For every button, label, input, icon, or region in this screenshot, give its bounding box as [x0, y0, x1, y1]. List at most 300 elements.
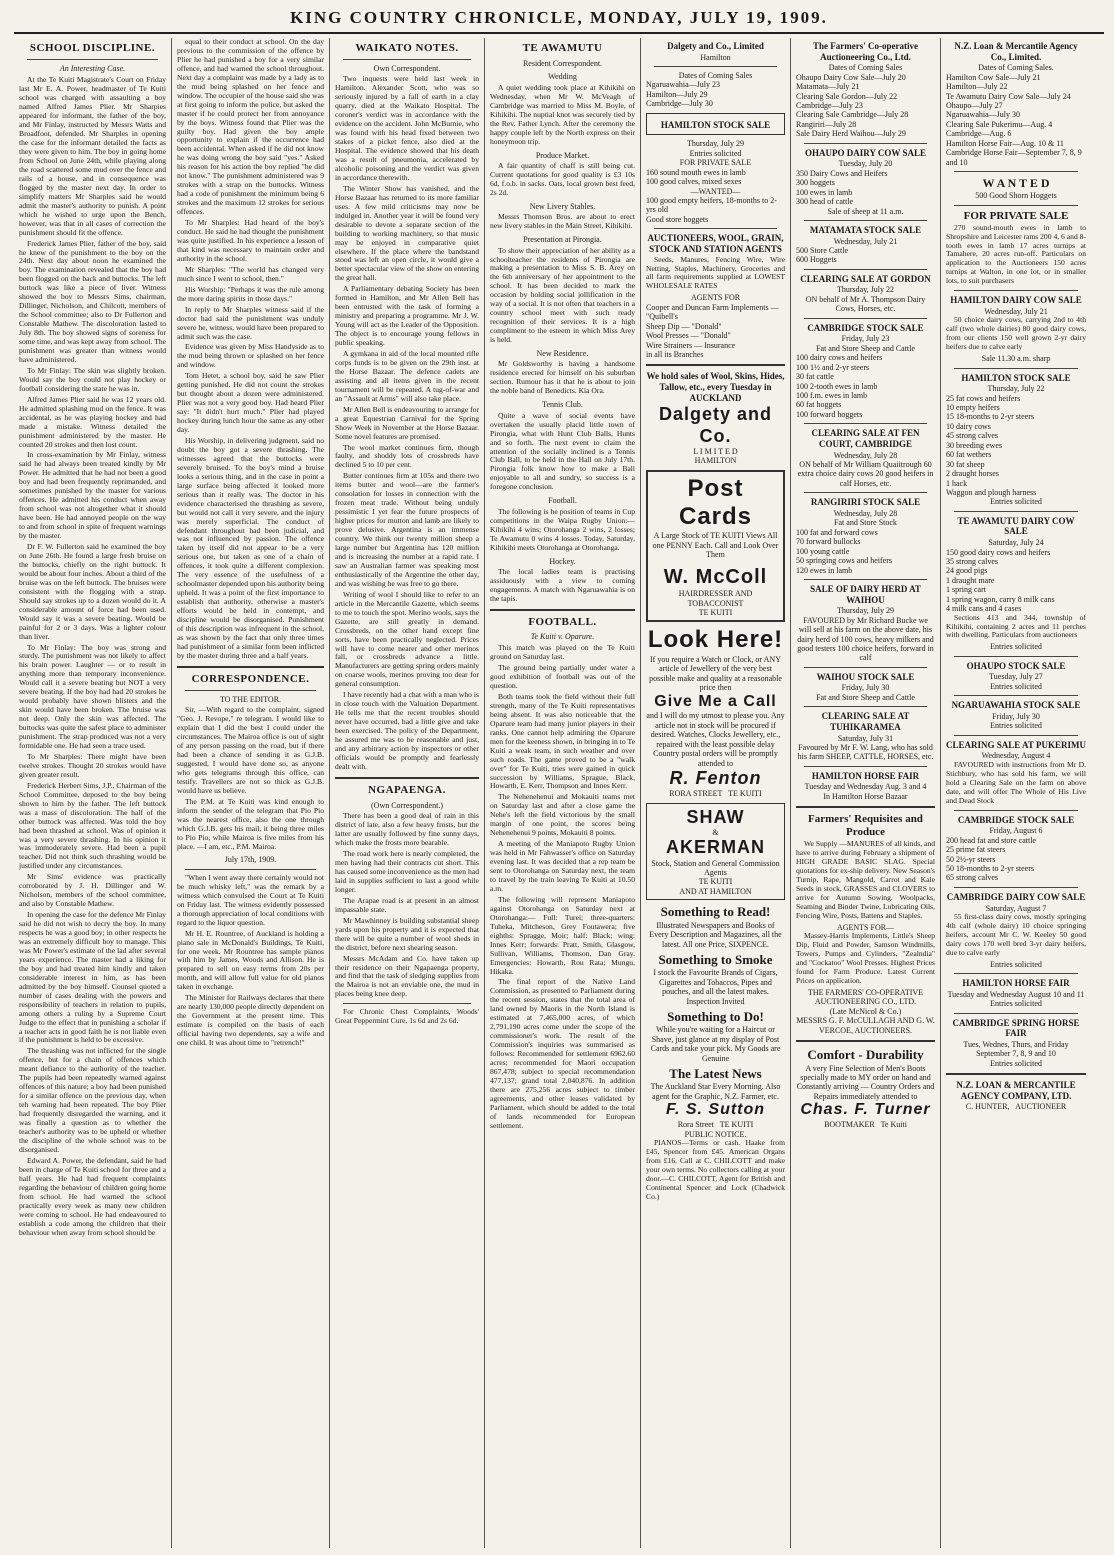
ad-text: Stock, Station and General Commission Agents: [651, 858, 780, 878]
divider: [954, 810, 1078, 811]
list-item: 25 prime fat steers: [946, 845, 1006, 855]
private-items: [646, 168, 785, 187]
divider: [804, 579, 927, 580]
ad-subtitle: Dates of Coming Sales: [678, 71, 753, 81]
sale-items: [946, 836, 1086, 883]
sale-box: [646, 113, 785, 136]
paragraph: The thrashing was not inflicted for the single offence, but for a chain of offences which meant defiance to the authority of the teacher. The pupils had been repeatedly warned against offences of this nature; a boy had been punished for a similar offence on the previous day, when teh warning had been repeated. The boy Plier had frequently disregarded the warning, and it was finally a question as to whether the teacher's authority was to be upheld or whether the discipline of the whole school was to be disorganised.: [19, 1046, 166, 1154]
paragraph: Dr F. W. Fullerton said he examined the boy on June 26th. He found a large fresh bruise on the buttocks, chiefly on the right buttock. It would be about four inches. About a third of the bruise was on the left buttock. The bruises were consistent with the flogging with a strap. Should say strokes up to a dozen would do it. A considerable amount of force had been used. Would say it was a severe beating. Would be painful for 2 or 3 days. Was a lighter colour than liver.: [19, 542, 166, 641]
paragraph: Frederick James Plier, father of the boy, said he knew of the punishment to the boy on the 24th. Next day about noon he examined the boy. The examination revealed that the boy had been flogged on the back and buttocks. The left buttock was like a piece of liver. Witness showed the boy to Messrs Sims, chairman, Dillinger, Nicholson, and Chilcott, members of the School committee; also to Dr Fullerton and Constable Mathew. The discoloration lasted to July 8th. The boy showed signs of soreness for some time, and was kept away from school. The punishment was greater than witness would have administered.: [19, 238, 166, 364]
paragraph: The Minister for Railways declares that there are nearly 130,000 people directly dependent on the Government at the present time. This estimate is compiled on the basis of each official having two dependents, say a wife and one child. It was about time to "retrench!": [177, 993, 324, 1048]
sale-items: [946, 394, 1086, 498]
entries-note: Entries solicited: [990, 1058, 1042, 1068]
sale-date: Thursday, July 22: [836, 285, 895, 295]
ad-title: Something to Smoke: [658, 951, 773, 967]
paragraph: For Chronic Chest Complaints, Woods' Great Peppermint Cure, 1s 6d and 2s 6d.: [335, 1007, 479, 1026]
paragraph: To Mr Sharples: There might have been twelve strokes. Thought 20 strokes would have given greater result.: [19, 751, 166, 779]
ad-title: Farmers' Requisites and Produce: [808, 813, 923, 839]
list-item: 150 good dairy cows and heifers: [946, 547, 1051, 557]
list-item: 4 milk cans and 4 cases: [946, 604, 1022, 614]
ad-place: AND AT HAMILTON: [679, 886, 752, 896]
paragraph: Mr Sims' evidence was practically corroborated by J. H. Dillinger and W. Nicholson, members of the school committee, and also by Constable Mathew.: [19, 872, 166, 909]
divider: [954, 695, 1078, 696]
sale-date: Thursday, July 29: [686, 139, 745, 149]
agents-heading: AGENTS FOR: [690, 293, 741, 303]
ad-name: SHAW: [686, 806, 745, 827]
wanted-text: 500 Good Shorn Hoggets: [975, 191, 1057, 201]
paragraph: There has been a good deal of rain in this district of late, also a few heavy frosts, but the latter are usually followed by fine sunny days, which make the frosts more bearable.: [335, 811, 479, 848]
column-1: [14, 38, 172, 1548]
sale-items: [796, 353, 935, 419]
sale-title: NGARUAWAHIA STOCK SALE: [951, 700, 1081, 711]
section-heading: Football.: [548, 496, 577, 506]
divider: [804, 766, 927, 767]
divider: [954, 511, 1078, 512]
ad-text: If you require a Watch or Clock, or ANY article of Jewellery of the very best possible make and quality at a reasonable price then: [649, 654, 782, 693]
list-item: 100 young cattle: [796, 546, 850, 556]
divider: [804, 667, 927, 668]
paragraph: Mr Goldsworthy is having a handsome residence erected for himself on his suburban section. Rumour has it that he is about to join the noble band of Benedicts. Kia Ora.: [490, 359, 635, 396]
article-title: WAIKATO NOTES.: [355, 42, 459, 54]
sale-title: CLEARING SALE AT FEN COURT, CAMBRIDGE: [811, 428, 920, 449]
divider: [804, 220, 927, 221]
article-subtitle: Resident Correspondent.: [522, 58, 603, 68]
entries-note: Entries solicited: [990, 642, 1042, 652]
sale-dates: [796, 73, 935, 139]
postcards-ad: [646, 470, 785, 623]
correspondence-title: CORRESPONDENCE.: [191, 672, 310, 685]
list-item: 200 head fat and store cattle: [946, 835, 1036, 845]
list-item: 350 Dairy Cows and Heifers: [796, 168, 888, 178]
paragraph: We Supply —MANURES of all kinds, and have to arrive during February a shipment of HIGH GRADE BASIC SLAG. Special quotations for ex-ship delivery. New Season's Turnip, Rape, Mangold, Carrot and Kale Seeds in stock, GRASSES and CLOVERS to arrive for Autumn Sowing. Woolpacks, Seaming and Binder Twine, Lubricating Oils, Fencing Wire, Posts, Battens and Staples.: [796, 839, 935, 920]
list-item: 30 fat cattle: [796, 372, 834, 382]
paragraph: The following will represent Maniapoto against Otorohanga on Saturday next at Otorohanga:— Full: Turei; three-quarters: Tuheka, Mitcheson, Grey Foutawera; five eighths: Spragge, Moir; half: Black; wing: Innes Kerr; forwards: Pratt, Smith, Glasgow, Sullivan, Williams, Thomson, Dan Gray. Emergencies: Howarth, Rou Rata; Mungu, Hikaka.: [490, 894, 635, 976]
divider: [177, 666, 324, 668]
list-item: 100 2-tooth ewes in lamb: [796, 381, 878, 391]
list-item: Ohaupo—July 27: [946, 100, 1003, 110]
list-item: 300 hoggets: [796, 178, 835, 188]
ad-address: [646, 789, 785, 798]
ad-address: [646, 1120, 785, 1129]
list-item: Cambridge—July 23: [796, 100, 863, 110]
paragraph: The Nehenehenui and Mokauiti teams met on Saturday last and after a close game the Nehe's left the field victorious by the small margin of one point, the scores being Nehenehenui 9 points, Mokauiti 8 points.: [490, 792, 635, 838]
paragraph: The following is he position of teams in Cup competitions in the Waipa Rugby Union:—Kihikihi 4 wins; Otorohanga 2 wins, 2 losses; Te Awamutu 0 wins 4 losses. Today, Saturday, Kihikihi meets Otorohanga at Otorohanga.: [490, 506, 635, 552]
ad-title: N.Z. Loan & Mercantile Agency Co., Limited.: [954, 41, 1078, 62]
paragraph: Messrs Thomson Bros. are about to erect new livery stables in the Main Street, Kihikihi.: [490, 212, 635, 231]
company-auctioneers: MESSRS G. F. McCULLAGH AND G. W. VERCOE, AUCTIONEERS.: [796, 1016, 935, 1035]
company-name: N.Z. LOAN & MERCANTILE AGENCY COMPANY, LTD.: [956, 1080, 1076, 1101]
sale-items: [796, 246, 935, 265]
column-6: [791, 38, 941, 1548]
paragraph: Seeds, Manures, Fencing Wire, Wire Netting, Staples, Machinery, Groceries and all farm requirements supplied at LOWEST WHOLESALE RATES: [646, 254, 785, 291]
ad-subtitle: Dates of Coming Sales.: [978, 63, 1054, 73]
paragraph: At the Te Kuiti Magistrate's Court on Friday last Mr E. A. Power, headmaster of Te Kuiti school was charged with assaulting a boy named Alfred James Plier. Mr Sharpies appeared for informant, the father of the boy, and Mr Finlay, instructed by Messrs Watts and Broadfoot, defended. Mr Sharples in opening the case for the informant detailed the facts as they were given to him. The boy in going home from School on June 24th, while playing along the road scattered some mud over the fence and rails of a house, and in consequence was flogged by the master next day. In order to simplify matters Mr Sharples said he would admit the master's authority to punish. A point which he wished to urge upon the Bench, however, was that in all cases of correction the punishment should fit the offence.: [19, 75, 166, 237]
list-item: 1 hack: [946, 478, 968, 488]
paragraph: Butter continues firm at 105s and there two items butter and wool—are the farmer's consolation for losses in connection with the frozen meat trade. Without being unduly pessimistic I yet fear the future prospects of higher prices for mutton and lamb are likely to prove delusive. Argentina is an immense country. We think our twenty million sheep a large number but Argentina has 120 million and is increasing the number at a rapid rate. I saw an Australian farmer was speaking most enthusiastically of the Argentine the other day, and was wishing he was free to go there.: [335, 471, 479, 588]
ad-text: I stock the Favourite Brands of Cigars, Cigarettes and Tobaccos, Pipes and pouches, and all the latest makes. Inspection Invited: [653, 968, 778, 1006]
sale-title: HAMILTON HORSE FAIR: [962, 978, 1070, 989]
masthead: KING COUNTRY CHRONICLE, MONDAY, JULY 19, 1909.: [14, 6, 1104, 34]
article-subtitle: Own Correspondent.: [373, 63, 441, 73]
paragraph: To Mr Finlay: The boy was strong and sturdy. The punishment was not likely to affect his brain power. Laughter — or to result in anything more than temporary inconvenience. Would call it a severe beating but NOT a very severe beating. If the boy had had 20 strokes he would probably have shown blisters and the skin would have been broken. The bruise was not deep. Only the skin was affected. The buttocks was quite the safest place to administer punishment. The strap produced was not a very formidable one. He had seen a trace used.: [19, 642, 166, 750]
ad-trade: HAIRDRESSER AND TOBACCONIST: [678, 589, 753, 608]
list-item: Clearing Sale Pukerimu—Aug. 4: [946, 119, 1053, 129]
list-item: Waggon and plough harness: [946, 487, 1037, 497]
list-item: 100 good empty heifers, 18-months to 2-yrs old: [646, 196, 777, 215]
sale-note: Sale of sheep at 11 a.m.: [827, 206, 904, 216]
sale-title: CLEARING SALE AT GORDON: [800, 273, 931, 284]
paragraph: PIANOS—Terms or cash. Haake from £45, Spencer from £45. American Organs from £16. Call at C. CHILCOTT and make your own terms. No collectors calling at your door.—C. CHILCOTT, Agent for British and Continental Spencer and Lock (Chadwick Co.): [646, 1138, 785, 1201]
paragraph: His Worship: "Perhaps it was the rule among the more daring spirits in those days.": [177, 284, 324, 303]
entries-note: Entries solicited: [990, 999, 1042, 1009]
divider: [185, 869, 316, 870]
sale-title: HAMILTON HORSE FAIR: [811, 770, 920, 781]
ad-text: A very Fine Selection of Men's Boots specially made to MY order on hand and Constantly arriving — Country Orders and Repairs immediately attended to: [796, 1063, 935, 1101]
column-4: [485, 38, 641, 1548]
ad-place: Hamilton: [700, 52, 731, 62]
list-item: Clearing Sale Gordon—July 22: [796, 91, 898, 101]
ad-name: Chas. F. Turner: [800, 1101, 931, 1119]
ad-title: Comfort - Durability: [807, 1047, 924, 1063]
entries-note: Entries solicited: [689, 148, 742, 158]
list-item: Hamilton Cow Sale—July 21: [946, 72, 1041, 82]
auctioneer-line: [946, 1102, 1086, 1111]
ad-title: Post Cards: [678, 474, 753, 530]
paragraph: A quiet wedding took place at Kihikihi on Wednesday, when Mr W. McVeagh of Cambridge was married to Miss M. Boyle, of Kihikihi. The nuptial knot was securely tied by the Rev. Father Lynch. After the ceremony the happy couple left by the North express on their honeymoon trip.: [490, 82, 635, 146]
ad-amp: &: [712, 827, 719, 837]
paragraph: The Winter Show has vanished, and the Horse Bazaar has returned to its more familiar uses. A few mild criticisms may now be indulged in. Another year it will be found very desirable to devote a separate section of the building to working machinery, so that music may be enjoyed in comparative quiet elsewhere. If the place where the bandstand stood was left an open circle, it would give a better spectacular view of the show on entering the great hall.: [335, 183, 479, 283]
list-item: Ngaruawahia—July 23: [646, 80, 720, 90]
list-item: 25 fat cows and heifers: [946, 393, 1021, 403]
paragraph: Alfred James Plier said he was 12 years old. He admitted splashing mud on the fence. It was accidental, as he was playing hockey and had made a mistake. Witness detailed the punishment administered by the master. He counted 20 strokes and then lost count.: [19, 394, 166, 449]
article-subtitle: (Own Correspondent.): [371, 800, 443, 810]
list-item: 500 Store Cattle: [796, 246, 848, 255]
sale-title: CAMBRIDGE STOCK SALE: [807, 322, 924, 333]
list-item: Hamilton Horse Fair—Aug. 10 & 11: [946, 138, 1064, 148]
ad-place: TE KUITI: [698, 877, 733, 887]
list-item: Sale Dairy Herd Waihou—July 29: [796, 129, 906, 139]
list-item: 60 fat hoggets: [796, 400, 842, 410]
paragraph: Edward A. Power, the defendant, said he had been in charge of Te Kuiti school for three and a half years. He had had frequent complaints regarding the behaviour of children going home from school. He had warned the school practically every week as many new children were coming to school. He had endeavoured to establish a code among the children that their behaviour when away from school should be: [19, 1155, 166, 1237]
sale-date: Saturday, July 31: [837, 733, 894, 743]
sale-date: Saturday, July 24: [988, 538, 1044, 548]
paragraph: Mr Mawhinney is building substantial sheep yards upon his property and it is expected that there will be quite a number of wool sheds in the district, before next shearing season.: [335, 915, 479, 952]
divider: [646, 364, 785, 366]
sale-date: Wednesday, July 21: [984, 306, 1048, 316]
ad-title: Give Me a Call: [654, 692, 777, 710]
ad-title: The Farmers' Co-operative Auctioneering Co., Ltd.: [813, 41, 918, 62]
private-sale-title: FOR PRIVATE SALE: [963, 209, 1069, 222]
article-title: NGAPAENGA.: [368, 783, 446, 796]
list-item: 24 good pigs: [946, 566, 988, 576]
ad-town: TE KUITI: [719, 1120, 754, 1130]
paragraph: I have recently had a chat with a man who is in close touch with the Valuation Department. He tells me that the recent troubles should never have occurred, had a little give and take been exercised. The policy of the Department, he assured me was to be reasonable and just, and any arbitrary action by inspectors or other officials would be promptly and fearlessly dealt with.: [335, 690, 479, 771]
sale-title: OHAUPO STOCK SALE: [966, 660, 1066, 671]
paragraph: Mr H. E. Rountree, of Auckland is holding a piano sale in McDonald's Buildings, Te Kuiti, for one week. Mr Rountree has sample pianos with him by James, Woods and Allison. He is prepared to sell on easy terms from 20s per month, and will allow full value for old pianos taken in exchange.: [177, 928, 324, 992]
paragraph: A gymkana in aid of the local mounted rifle corps funds is to be given on the 29th inst. at the Horse Bazaar. The defence cadets are assisting and all items given in the recent tournament will be repeated. A tug-of-war and an "Assault at Arms" will also take place.: [335, 349, 479, 403]
article-subtitle: Te Kuiti v. Oparure.: [530, 631, 595, 641]
list-item: 30 fat sheep: [946, 459, 985, 469]
paragraph: The ground being partially under water a good exhibition of football was out of the question.: [490, 663, 635, 690]
sale-date: Wednesday, August 4: [981, 751, 1051, 761]
sale-subtitle: Fat and Store Sheep and Cattle: [816, 343, 915, 353]
divider: [954, 656, 1078, 657]
paragraph: The final report of the Native Land Commission, as presented to Parliament during the recent session, states that the total area of land owned by Maoris in the North Island is estimated at 7,465,000 acres, of which 2,791,190 acres come under the scope of the commissioner's work. The result of the Commission's inquiries was summarised as follows: Recommended for settlement 6962.60 acres; recommended for Maori occupation 867,478; subject to special recommendation 477,137; grand total 2,040,876. In addition there are 275,256 acres subject to timber agreements, and other leases validated by Parliament, which should be added to the total of lands recommended for European settlement.: [490, 977, 635, 1130]
ad-text: A Large Stock of TE KUITI Views All one PENNY Each. Call and Look Over Them: [652, 531, 779, 560]
column-2: [172, 38, 330, 1548]
wanted-items: [646, 196, 785, 224]
divider: [796, 806, 935, 808]
list-item: 300 head of cattle: [796, 197, 854, 207]
paragraph: Tom Hetet, a school boy, said he saw Plier getting punished. He did not count the strokes but thought about a dozen were administered. Plier was not a very good boy. Had heard Plier say: "It didn't hurt much." Plier had played hockey during lunch hour the same as any other day.: [177, 371, 324, 435]
sale-text: FAVOURED by Mr Richard Bucke we will sell at his farm on the above date, his dairy herd of 100 cows, heavy milkers and good testers 100 choice heifers, forward in calf: [797, 615, 934, 663]
sale-subtitle: Fat and Store Sheep and Cattle: [816, 692, 915, 702]
paragraph: Quite a wave of social events have overtaken the usually placid little town of Pirongia, what with Hunt Club Balls, Hunts and so forth. The next event to claim the attention of the socially inclined is a Tennis Club Ball, to be held in the Hall on July 17th. Pirongia folk know how to make a Ball enjoyable to all and sundry, so success is a foregone conclusion.: [490, 410, 635, 492]
paragraph: Mr Sharples: "The world has changed very much since I went to school, then.": [177, 264, 324, 283]
divider: [335, 777, 479, 779]
paragraph: FAVOURED with instructions from Mr D. Stichbury, who has sold his farm, we will hold a Clearing Sale on the farm on above date, and will offer The Whole of His Live and Dead Stock: [946, 759, 1086, 805]
list-item: Cambridge—July 30: [646, 99, 713, 109]
paragraph: 50 choice dairy cows, carrying 2nd to 4th calf (two whole dairies) 80 good dairy cows, from our clients 150 well grown 2-yr dairy heifers due to calve early: [946, 315, 1086, 352]
paragraph: A fair quantity of chaff is still being cut. Current quotations for good quality is £3 10s 6d, f.o.b. in sacks. Oats, local grown best feed, 2s 2d.: [490, 160, 635, 197]
auctioneers: AUCTIONEERS, WOOL, GRAIN, STOCK AND STATION AGENTS: [647, 233, 784, 254]
sale-title: HAMILTON DAIRY COW SALE: [950, 295, 1082, 306]
ad-trade: BOOTMAKER: [824, 1120, 875, 1130]
divider: [804, 269, 927, 270]
article-title: FOOTBALL.: [528, 615, 597, 628]
sale-text: Favoured by Mr F. W. Lang, who has sold his farm SHEEP, CATTLE, HORSES, etc.: [797, 742, 934, 762]
divider: [954, 205, 1078, 206]
correspondence-subtitle: TO THE EDITOR.: [219, 694, 282, 704]
divider: [954, 290, 1078, 291]
paragraph: "When I went away there certainly would not be much whisky left," was the remark by a witness which convulsed the Court at Te Kuiti on Friday last. The witness evidently possessed a thorough appreciation of local conditions with regard to the liquor question.: [177, 872, 324, 927]
paragraph: In cross-examination by Mr Finlay, witness said he had always been treated kindly by Mr Power. He admitted that he had not been a good boy and had been frequently reprimanded, and sometimes punished by the master for various offences. He admitted his conduct when away from school was not altogether what it should have been. He had annoyed people on the way to and from school in spite of frequent warnings by the master.: [19, 450, 166, 541]
list-item: 45 strong calves: [946, 431, 998, 441]
paragraph: 270 sound-mouth ewes in lamb to Shropshire and Leicester rams 200 4, 6 and 8-tooth ewes in lamb 17 acres turnips at Tamahere, 20 acres run-off. Particulars on application to the Auctioneers 150 acres turnips at Walton, in one lot, or in smaller lots, to suit purchasers: [946, 222, 1086, 286]
divider: [654, 228, 777, 229]
list-item: 100 good calves, mixed sexes: [646, 177, 742, 187]
ad-text: and I will do my utmost to please you. Any article not in stock will be procured if desired. Watches, Clocks Jewellery, etc., repaired with the least possible delay Country postal orders will be promptly attended to: [646, 711, 785, 768]
section-heading: Wedding: [548, 72, 577, 82]
sale-title: CAMBRIDGE DAIRY COW SALE: [946, 891, 1086, 902]
ad-title: Something to Do!: [667, 1009, 764, 1025]
list-item: Clearing Sale Cambridge—July 28: [796, 110, 909, 120]
paragraph: Both teams took the field without their full strength, many of the Te Kuiti representatives being absent. It was also noticeable that the Oparure team had many junior players in their ranks. One cannot help admiring the Oparure men for the keeness shown, in bringing in to Te Kuiti a weak team, in such weather and over such roads. The game proved to be a "walk over" for Te Kuiti, tries were gained in quick succession by Williams, Sprague, Black, Howarth, E. Kerr, Thompson and Innes Kerr.: [490, 691, 635, 791]
ad-place: TE KUITI: [698, 608, 733, 618]
sale-date: Thursday, July 22: [987, 384, 1045, 394]
paragraph: Frederick Herbert Sims, J.P., Chairman of the School Committee, deposed to the boy being shown to him by the father. The left buttock was a mass of discoloration. The half of the other buttock was affected. Was told the boy had been thrashed at school. Was of opinion it was a very severe thrashing. In his opinion it was immoderately severe. Had been a pupil teacher. Did not think such thrashing would be justified under any circumstances.: [19, 780, 166, 871]
company-limited: L I M I T E D: [693, 446, 738, 456]
ad-text: While you're waiting for a Haircut or Shave, just glance at my display of Post Cards and take your pick. My Goods are Genuine: [650, 1025, 781, 1063]
company-name: Dalgety and Co.: [658, 404, 773, 446]
section-heading: Produce Market.: [535, 150, 590, 160]
sale-title: CLEARING SALE AT PUKERIMU: [946, 739, 1086, 750]
ad-text: The Auckland Star Every Morning. Also agent for the Graphic, N.Z. Farmer, etc.: [650, 1082, 781, 1101]
columns: [14, 38, 1104, 1548]
list-item: Matamata—July 21: [796, 82, 860, 92]
paragraph: The P.M. at Te Kuiti was kind enough to inform the sender of the telegram that Pio Pio was the nearest office, also the one through which G.J.B. gets his mail, it being three miles to Pio Pio, while Mairoa is five miles from his place. —I am, etc., P.M. Mairoa.: [177, 796, 324, 851]
shaw-akerman-ad: [646, 803, 785, 901]
list-item: Ohaupo Dairy Cow Sale—July 20: [796, 72, 906, 82]
list-item: 100 ewes in lamb: [796, 187, 853, 197]
sale-date: Tuesday and Wednesday Aug. 3 and 4: [804, 782, 927, 792]
section-heading: New Residence.: [536, 349, 589, 359]
article-title: SCHOOL DISCIPLINE.: [29, 42, 156, 54]
paragraph: Messrs McAdam and Co. have taken up their residence on their Ngapaenga property, and find that the task of sledging supplies from the Mairoa is not an enviable one, the mud in places being knee deep.: [335, 953, 479, 999]
divider: [804, 706, 927, 707]
divider: [954, 973, 1078, 974]
sale-date: Saturday, August 7: [985, 903, 1047, 913]
paragraph: In reply to Mr Sharples witness said if the doctor had said the punishment was unduly severe he, witness, would have been prepared to admit such was the case.: [177, 304, 324, 341]
paragraph: The Arapae road is at present in an almost impassable state.: [335, 895, 479, 914]
ad-title: Something to Read!: [660, 904, 771, 920]
paragraph: Sir, —With regard to the complaint, signed "Geo. J. Revope," re telegram. I would like to explain that I did the best I could under the circumstances. The Mairoa office is out of sight of any person passing on the road, but if there had been a chance of sending it as G.J.B. suggested, I would have done so, as anyone who gets telegrams through this office, can testify. Travellers are not so thick as G.J.B. would have us believe.: [177, 705, 324, 795]
divider: [954, 171, 1078, 172]
paragraph: Evidence was given by Miss Handyside as to the mud being thrown or splashed on her fence and window.: [177, 342, 324, 370]
sale-title: RANGIRIRI STOCK SALE: [810, 497, 921, 508]
divider: [490, 609, 635, 611]
divider: [946, 1073, 1086, 1075]
article-title: TE AWAMUTU: [522, 42, 603, 54]
list-item: Cooper and Duncan Farm Implements — "Quibell's: [646, 302, 779, 322]
paragraph: equal to their conduct at school. On the day previous to the commission of the offence by Plier he had punished a boy for a very similar offence, and had warned the school throughout. Next day a complaint was made by a lady as to the mud being splashed on her fence and window. The occupier of the house said she was at first going to inform the police, but asked the master if he could protect her from annoyance by the boys. Witness found that Plier was the guilty boy. Had given the boy ample opportunity to explain if the occurrence had been accidental. When asked if he did not know he was doing wrong the boy said "yes." Asked his reason for his action the boy replied "he did not know." The punishment administered was 9 strokes with a strap on the buttocks. Witness had a code of punishment the minimum being 6 strokes and the maximum 12 strokes for serious offences.: [177, 38, 324, 217]
list-item: 35 strong calves: [946, 556, 998, 566]
ad-name: F. S. Sutton: [665, 1101, 766, 1119]
paragraph: Sections 413 and 344, township of Kihikihi, containing 2 acres and 11 perches with dwelling. Particulars from auctioneers: [946, 612, 1086, 640]
sale-date: Tuesday, July 27: [989, 672, 1043, 682]
list-item: 120 ewes in lamb: [796, 565, 853, 575]
sale-title: CLEARING SALE AT TUHIKARAMEA: [821, 711, 910, 732]
ad-town: Te Kuiti: [880, 1120, 907, 1130]
sale-title: HAMILTON STOCK SALE: [660, 119, 771, 130]
paragraph: To show their appreciation of her ability as a schoolteacher the residents of Pirongia are making a presentation to Miss S. B. Arey on the 6th anniversary of her appointment to the school. It has been decided to mark the occasion by holding social jollification in the way of a social. It is not often that teachers in a country school meet with such ready recognition of their services. It is a high compliment to the esteem in which Miss Arey is held.: [490, 245, 635, 345]
sale-items: [946, 548, 1086, 614]
public-notice: PUBLIC NOTICE.: [684, 1129, 747, 1139]
sale-subtitle: Fat and Store Stock: [834, 518, 897, 528]
sale-items: [796, 169, 935, 207]
list-item: 70 forward bullocks: [796, 537, 861, 547]
divider: [343, 59, 471, 60]
paragraph: Writing of wool I should like to refer to an article in the Mercantile Gazette, which seems to me to touch the spot. Merino wools, says the Gazette, are still greatly in demand. Crossbreds, on the other hand except fine sorts, have been practically neglected. Prices will have to come nearer and other merinos fall, or crossbreds advance a little. Manufacturers are getting spring orders mainly on coarse wools, merinos proving too dear for general consumption.: [335, 589, 479, 689]
list-item: 15 18-months to 2-yr steers: [946, 412, 1034, 422]
list-item: Sheep Dip — "Donald": [646, 321, 722, 331]
divider: [804, 492, 927, 493]
divider: [954, 887, 1078, 888]
entries-note: Entries solicited: [990, 681, 1042, 691]
private-sale: FOR PRIVATE SALE: [679, 158, 752, 168]
company-place: HAMILTON: [694, 456, 737, 466]
paragraph: To Mr Sharples: Had heard of the boy's conduct. He said he had thought the punishment was quite justified. In his experience a lesson of that kind was necessary to maintain order and authority in the school.: [177, 218, 324, 263]
paragraph: The wool market continues firm, though faulty, and shoddy lots of crossbreds have declined 5 to 10 per cent.: [335, 442, 479, 470]
ad-title: The Latest News: [669, 1066, 762, 1082]
list-item: 600 Hoggets: [796, 255, 837, 265]
sale-text: ON behalf of Mr A. Thompson Dairy Cows, Horses, etc.: [805, 294, 926, 314]
column-7: [941, 38, 1091, 1548]
list-item: 1 spring cart: [946, 585, 986, 595]
section-heading: Tennis Club.: [542, 400, 583, 410]
list-item: 100 forward hoggets: [796, 409, 863, 419]
hold-sales: We hold sales of Wool, Skins, Hides, Tallow, etc., every Tuesday in AUCKLAND: [646, 371, 785, 403]
list-item: 100 1½ and 2-yr steers: [796, 362, 870, 372]
paragraph: 55 first-class dairy cows, mostly springing 4th calf (whole dairy) 10 choice springing heifers, account Mr C. W. Keeley 50 good dairy cows 170 well bred 3-yr dairy heifers, due to calve early: [946, 911, 1086, 957]
agents-heading: AGENTS FOR—: [836, 922, 895, 932]
paragraph: Mr Allen Bell is endeavouring to arrange for a great Equestrian Carnival for the Spring Show Week in November at the Horse Bazaar. Some novel features are promised.: [335, 404, 479, 441]
sale-title: TE AWAMUTU DAIRY COW SALE: [957, 515, 1075, 537]
agents-items: [646, 303, 785, 360]
paragraph: Two inquests were held last week in Hamilton. Alexander Scott, who was so seriously injured by a fall of earth in a clay quarry, died at the Waikato Hospital. The coroner's verdict was in accordance with the evidence on the accident. John McBurnie, who was found with his head fixed between two stakes of a picket fence, also died at the Hospital. The evidence showed that his death was a result of pneumonia, accelerated by alcoholic poisoning and the verdict was given in accordance therewith.: [335, 74, 479, 182]
sale-title: HAMILTON STOCK SALE: [961, 372, 1071, 383]
divider: [954, 735, 1078, 736]
section-heading: Hockey.: [549, 556, 576, 566]
sale-dates: [646, 80, 785, 108]
letter-date: July 17th, 1909.: [224, 855, 277, 865]
wanted-title: W A N T E D: [982, 176, 1050, 191]
sale-text: ON behalf of Mr William Quaiitrough 60 extra choice dairy cows 20 good heifers in calf Horses, etc.: [797, 460, 934, 488]
list-item: Wool Presses — "Donald": [646, 331, 731, 341]
paragraph: His Worship, in delivering judgment, said no doubt the boy got a severe thrashing. The witnesses agreed that the buttocks were severely bruised. To the boy's mind a bruise looks a serious thing, and in the case in point a large surface being affected it looked more serious than it really was. The doctor in his evidence characterised the thrashing as severe, but would not call it very severe, and the injury was merely superficial. The conduct of defendant throughout had been judicial, and was not influenced by passion. The offence taken by itself did not appear to be a very serious one, but taken as one of a chain of offences, it took quite a different complexion. The very essence of the usefulness of a schoolmaster depended upon his authority being upheld. It was a point of the first importance to establish that authority, otherwise a master's efforts would be held in contempt, and discipline would be disorganised. Punishment of this description was infrequent in the school, as was shown by the fact that only three times had punishment of a similar form been inflicted by the master during three and a half years.: [177, 435, 324, 660]
paragraph: Massey-Harris Implements, Little's Sheep Dip, Fluid and Powder, Samson Windmills, Towers, Pumps and Cylinders, "Zealndia" and "Cockatoo" Wool Presses. Highest Prices found for Farm Produce. Latest Current Prices on application.: [796, 931, 935, 986]
paragraph: In opening the case for the defence Mr Finlay said he did not wish to decry the boy. In many respects he was a good boy; in other respects he was an extremely difficult boy to manage. This was Mr Power's estimate of the lad after several years experience. The master had a liking for the boy and had treated him kindly and taken considerable interest in him, as has been admitted by the boy himself. Counsel quoted a number of cases dealing with the powers and responsibility of teachers in relation to pupils, among others a ruling by a Supreme Court Judge to the effect that in punishing a scholar if a teacher acts in good faith he is not liable even if the punishment is held to be excessive.: [19, 910, 166, 1045]
divider: [796, 1040, 935, 1042]
list-item: 50 18-months to 2-yr steers: [946, 864, 1034, 874]
list-item: Rangiriri—July 28: [796, 119, 857, 129]
sale-title: SALE OF DAIRY HERD AT WAIHOU: [810, 583, 921, 605]
sale-date: Wednesday, July 28: [833, 450, 898, 460]
company-note: (Late McNicol & Co.): [829, 1006, 902, 1016]
ad-title: Look Here!: [647, 626, 784, 654]
sale-date: Tues, Wednes, Thurs, and Friday September 7, 8, 9 and 10: [963, 1039, 1069, 1059]
ad-name: AKERMAN: [666, 837, 765, 858]
sale-title: MATAMATA STOCK SALE: [809, 224, 922, 235]
ad-text: Illustrated Newspapers and Books of Every Description and Magazines, all the latest. All one Price, SIXPENCE.: [649, 920, 782, 949]
ad-town: TE KUITI: [728, 789, 762, 799]
sale-date: Friday, July 30: [992, 711, 1040, 721]
article-subtitle: An Interesting Case.: [59, 63, 126, 73]
list-item: 50 2½-yr steers: [946, 854, 996, 864]
list-item: Te Awamutu Dairy Cow Sale—July 24: [946, 91, 1071, 101]
sale-date: Thursday, July 29: [836, 606, 895, 616]
list-item: 2 draught horses: [946, 469, 999, 479]
sale-title: CAMBRIDGE STOCK SALE: [957, 814, 1075, 825]
list-item: Hamilton—July 22: [946, 82, 1008, 92]
list-item: 60 fat wethers: [946, 450, 992, 460]
list-item: Ngaruawahia—July 30: [946, 110, 1020, 120]
list-item: Cambridge—Aug. 6: [946, 129, 1012, 139]
list-item: Good store hoggets: [646, 214, 709, 224]
divider: [804, 423, 927, 424]
list-item: 10 dairy cows: [946, 421, 991, 431]
ad-name: W. McColl: [663, 565, 768, 588]
divider: [954, 1013, 1078, 1014]
ad-name: R. Fenton: [669, 768, 762, 789]
column-3: [330, 38, 485, 1548]
list-item: 10 empty heifers: [946, 403, 1000, 413]
list-item: 100 f.m. ewes in lamb: [796, 391, 868, 401]
paragraph: A Parliamentary debating Society has been formed in Hamilton, and Mr Allen Bell has been entrusted with the task of forming a ministry and preparing a programme. Mr J. W. Young will act as the Leader of the Opposition. The object is to encourage young fellows in public speaking.: [335, 284, 479, 348]
list-item: 100 dairy cows and heifers: [796, 353, 883, 363]
sale-date: Tuesday and Wednesday August 10 and 11: [947, 989, 1085, 999]
sale-title: OHAUPO DAIRY COW SALE: [805, 147, 926, 158]
section-heading: New Livery Stables.: [529, 201, 596, 211]
ad-street: Rora Street: [677, 1120, 714, 1130]
divider: [954, 368, 1078, 369]
list-item: 100 fat and forward cows: [796, 527, 878, 537]
section-heading: Presentation at Pirongia.: [523, 235, 602, 245]
divider: [27, 59, 158, 60]
entries-note: Entries solicited: [990, 721, 1042, 731]
list-item: 30 breeding ewes: [946, 440, 1002, 450]
list-item: 1 spring wagon, carry 8 milk cans: [946, 594, 1055, 604]
